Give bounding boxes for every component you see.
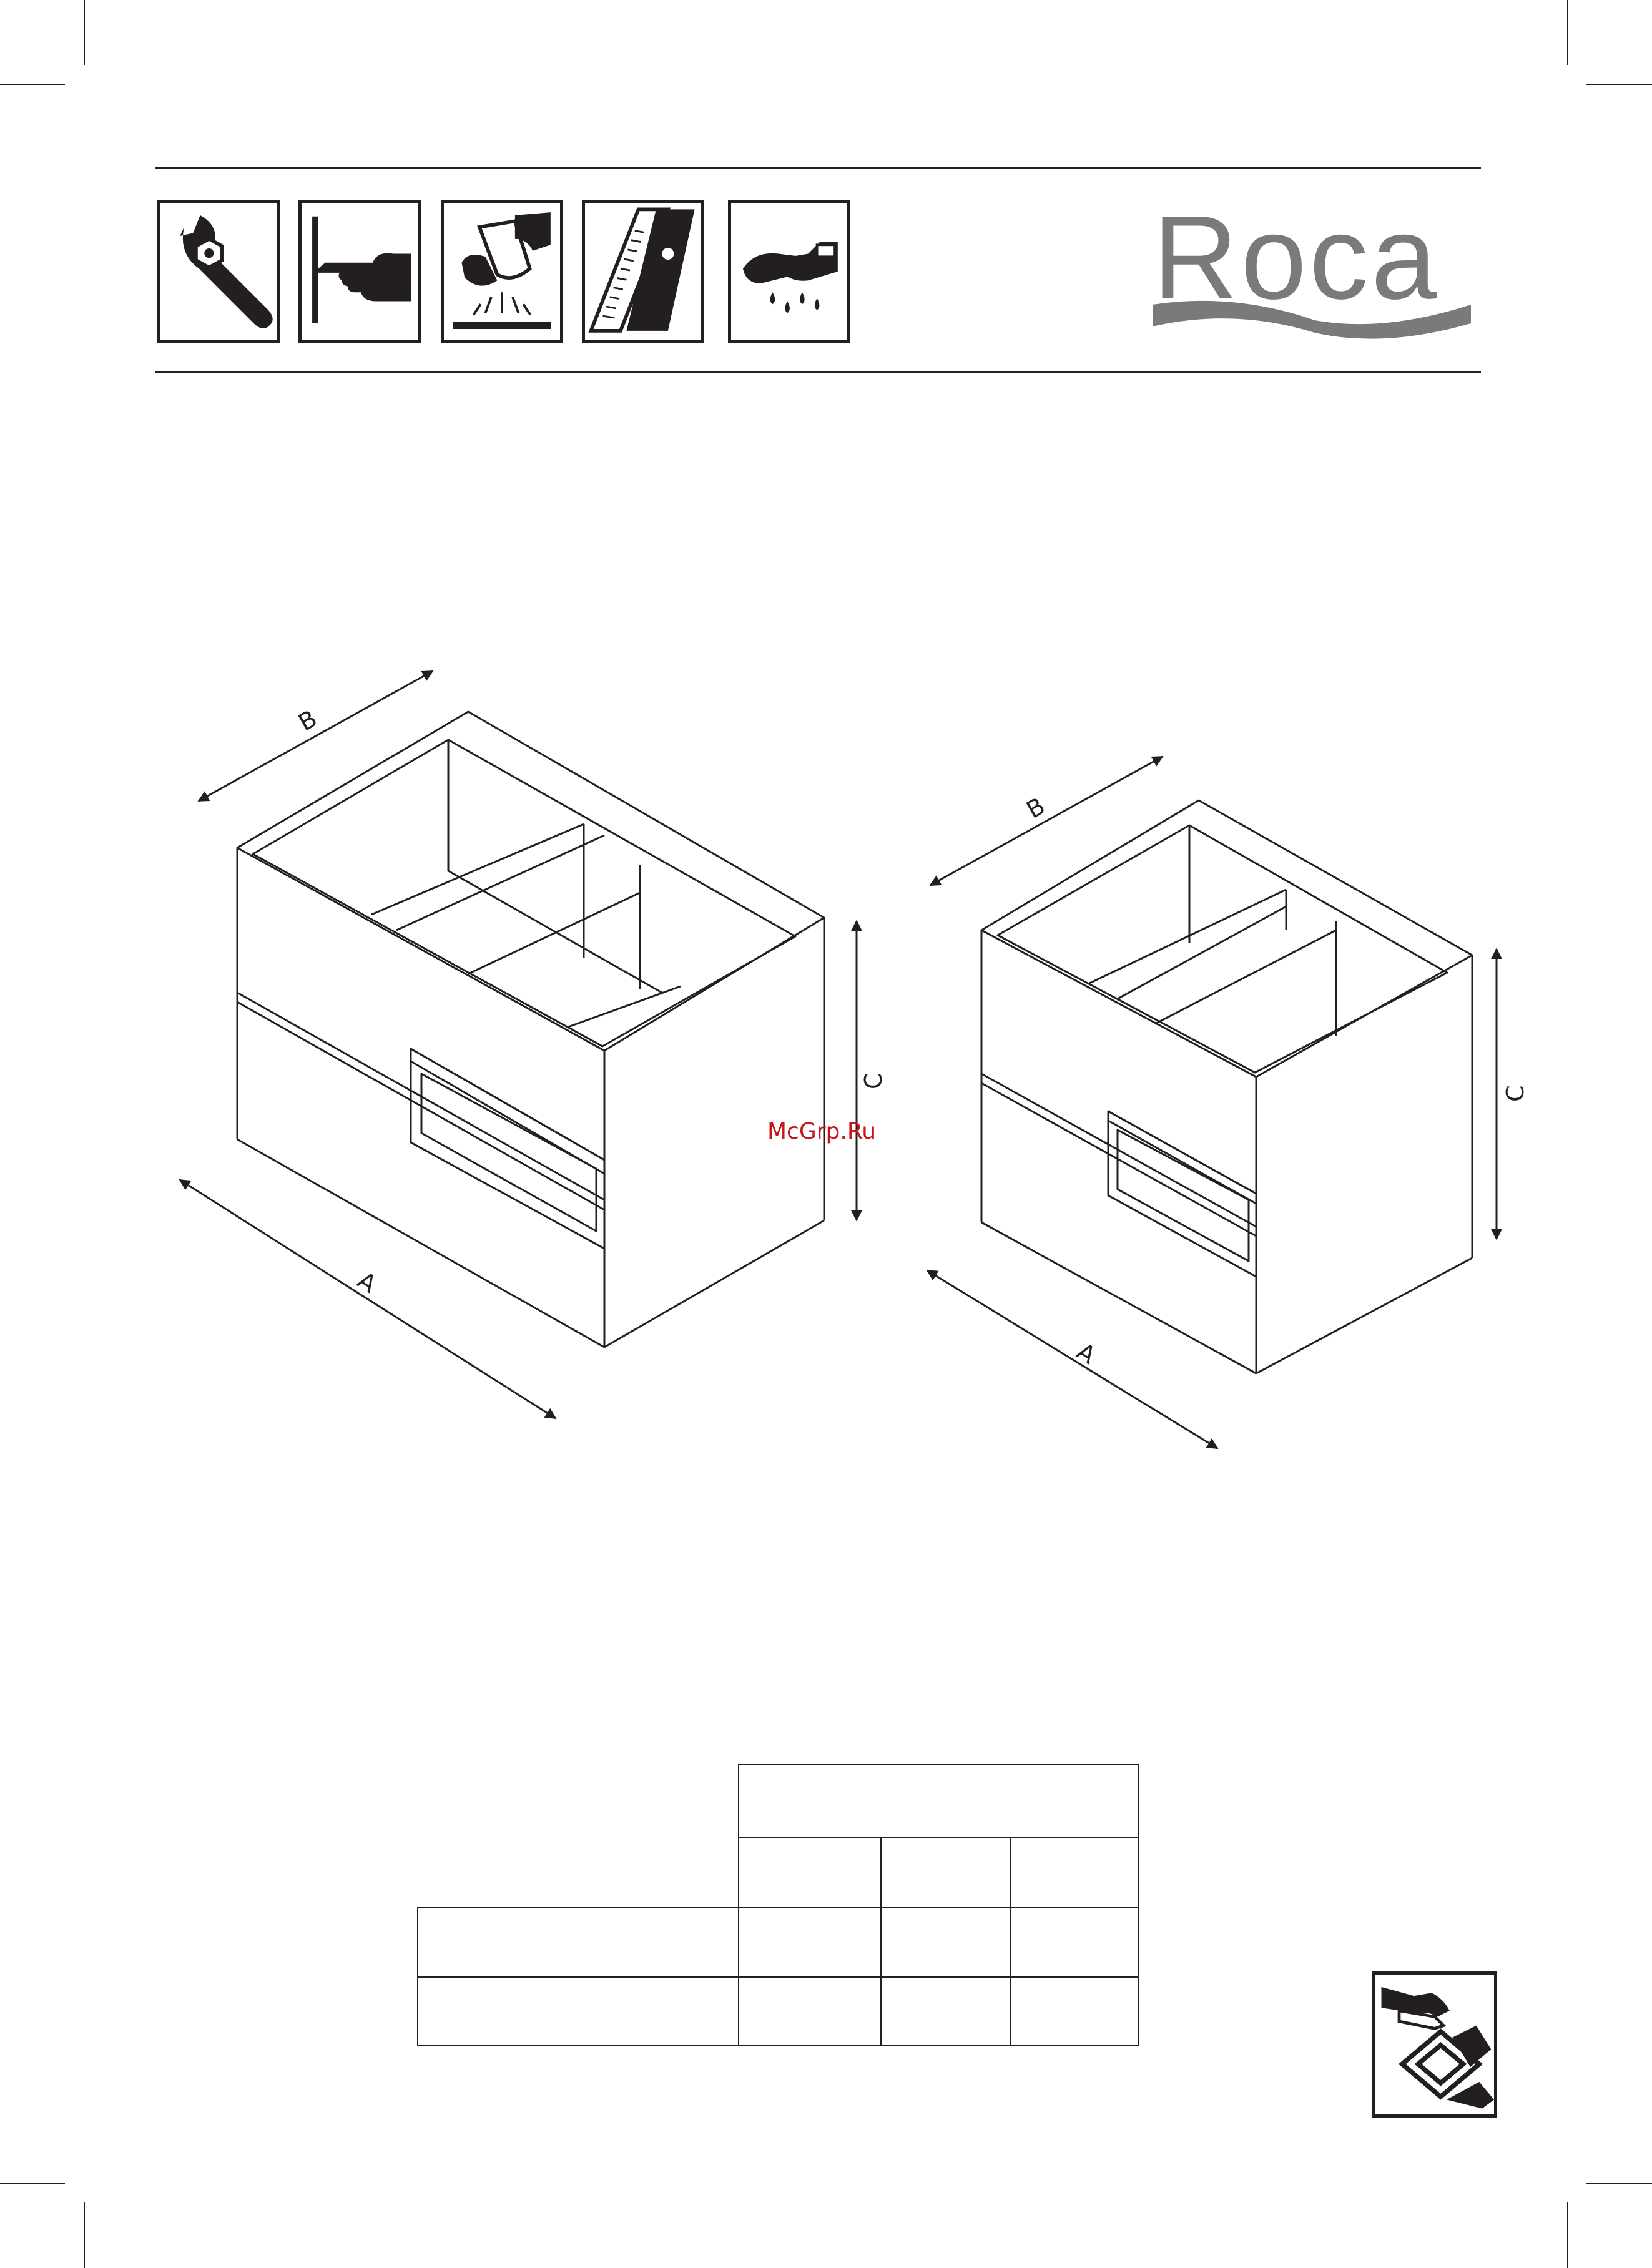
left-cabinet [180,671,857,1418]
recycle-hand-icon [1375,1975,1494,2114]
table-header-c [1010,1837,1139,1908]
left-label-c: C [860,1073,887,1089]
brand-name: Roca [1153,192,1440,324]
left-label-a: A [353,1266,381,1298]
right-label-c: C [1502,1085,1529,1102]
watermark-text: McGrp.Ru [767,1119,877,1144]
table-row-1-b [880,1907,1011,1978]
table-row-1-label [417,1907,739,1978]
right-label-a: A [1072,1337,1101,1370]
table-header-b [880,1837,1011,1908]
right-cabinet [927,757,1497,1448]
right-dim-b-arrow [930,757,1163,885]
table-row-1-a [738,1907,882,1978]
right-label-b: B [1021,792,1050,824]
table-header-group [738,1764,1139,1838]
table-row-2-a [738,1976,882,2046]
table-row-1-c [1010,1907,1139,1978]
table-row-2-b [880,1976,1011,2046]
table-row-2-c [1010,1976,1139,2046]
left-label-b: B [293,704,322,737]
recycle-pictogram [1372,1971,1497,2118]
table-header-a [738,1837,882,1908]
table-row-2-label [417,1976,739,2046]
left-dim-b-arrow [199,671,433,801]
left-dim-a-arrow [180,1180,556,1418]
